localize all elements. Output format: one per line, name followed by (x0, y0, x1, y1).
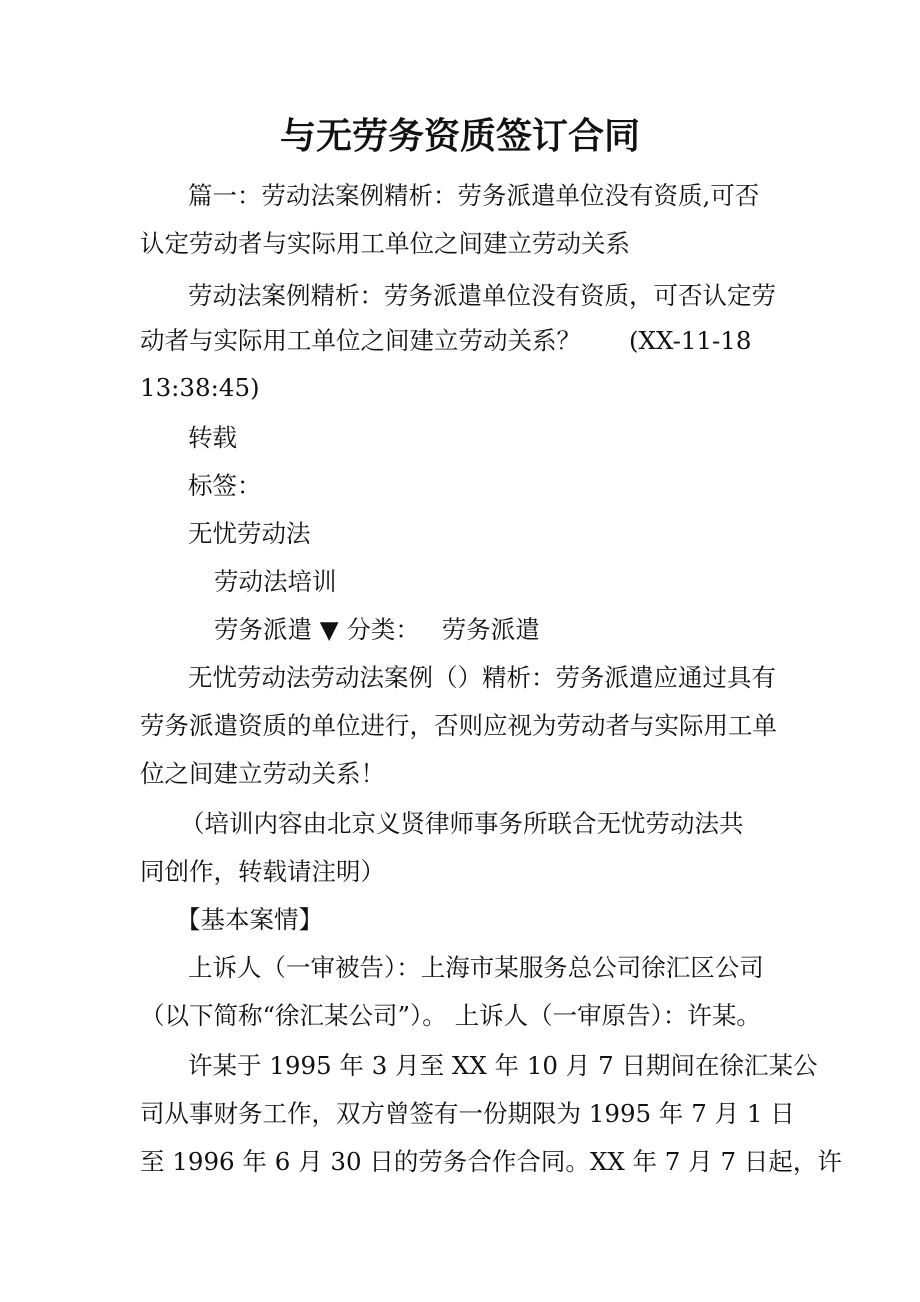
paragraph-2-line-1: 无忧劳动法劳动法案例（）精析：劳务派遣应通过具有 (188, 663, 776, 692)
paragraph-4-line-2: 司从事财务工作，双方曾签有一份期限为 1995 年 7 月 1 日 (140, 1099, 795, 1128)
section1-heading-line-1: 篇一：劳动法案例精析：劳务派遣单位没有资质,可否 (188, 181, 760, 210)
note-line-2: 同创作，转载请注明） (140, 857, 385, 886)
section1-heading-line-2: 认定劳动者与实际用工单位之间建立劳动关系 (140, 229, 630, 258)
paragraph-1-question: 动者与实际用工单位之间建立劳动关系？ (140, 326, 581, 355)
repost-label: 转载 (188, 423, 237, 452)
tag-labor-dispatch: 劳务派遣 (214, 615, 312, 644)
category-value: 劳务派遣 (441, 615, 540, 644)
paragraph-3-line-1: 上诉人（一审被告）：上海市某服务总公司徐汇区公司 (188, 953, 764, 982)
paragraph-2-line-2: 劳务派遣资质的单位进行，否则应视为劳动者与实际用工单 (140, 711, 777, 740)
paragraph-1-line-1: 劳动法案例精析：劳务派遣单位没有资质，可否认定劳 (188, 281, 776, 310)
tags-label: 标签： (188, 471, 262, 500)
paragraph-2-line-3: 位之间建立劳动关系！ (140, 759, 385, 788)
paragraph-3-line-2: （以下简称“徐汇某公司”）。 上诉人（一审原告）：许某。 (140, 1001, 761, 1030)
triangle-down-icon: ▼ (319, 615, 339, 644)
tag-wuyou-labor-law: 无忧劳动法 (188, 519, 311, 548)
paragraph-1-line-2 (140, 325, 751, 357)
tag-category-row (214, 614, 540, 646)
paragraph-1-datetime-end: 13:38:45) (140, 373, 260, 402)
case-heading: 【基本案情】 (176, 905, 323, 934)
paragraph-4-line-1: 许某于 1995 年 3 月至 XX 年 10 月 7 日期间在徐汇某公 (188, 1051, 818, 1080)
paragraph-4-line-3: 至 1996 年 6 月 30 日的劳务合作合同。XX 年 7 月 7 日起，许 (140, 1147, 842, 1176)
paragraph-1-datetime-start: (XX-11-18 (629, 326, 752, 355)
document-title: 与无劳务资质签订合同 (279, 115, 640, 157)
note-line-1: （培训内容由北京义贤律师事务所联合无忧劳动法共 (180, 809, 744, 838)
tag-labor-law-training: 劳动法培训 (214, 567, 337, 596)
category-label: 分类： (346, 615, 420, 644)
